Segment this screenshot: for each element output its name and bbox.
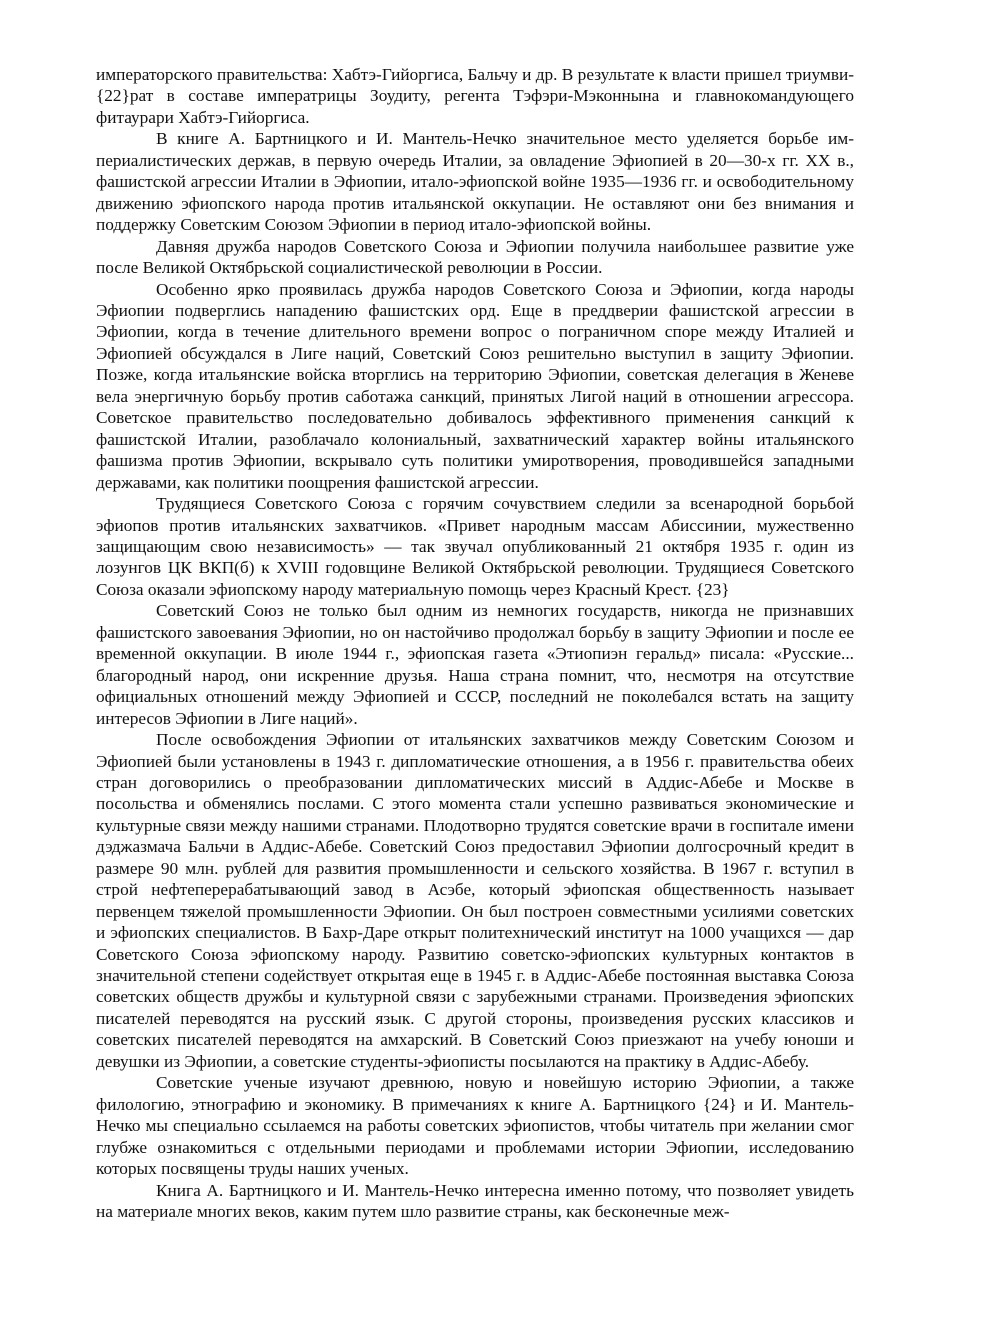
paragraph-9: Книга А. Бартницкого и И. Мантель-Нечко интересна именно потому, что позволяет увидеть на материале многих веков, каким путем шло развитие страны, как бесконечные меж- (96, 1180, 854, 1222)
paragraph-7: После освобождения Эфиопии от итальянских захватчиков между Советским Союзом и Эфиопией были установлены в 1943 г. дипломатические отношения, а в 1956 г. правительства обеих стран договорились о преобразовании дипломатических миссий в Аддис-Абебе и Москве в посольства и обменялись послами. С этого момента стали успешно развиваться экономические и культурные связи между нашими странами. Плодотворно трудятся советские врачи в госпитале имени дэджазмача Бальчи в Аддис-Абебе. Советский Союз предоставил Эфиопии долгосрочный кредит в размере 90 млн. рублей для развития промышленности и сельского хозяйства. В 1967 г. вступил в строй нефтеперерабатывающий завод в Асэбе, который эфиопская общественность называет первенцем тяжелой промышленности Эфиопии. Он был построен совместными усилиями советских и эфиопских специалистов. В Бахр-Даре открыт политехнический институт на 1000 учащихся — дар Советского Союза эфиопскому народу. Развитию советско-эфиопских культурных контактов в значительной степени содействует открытая еще в 1945 г. в Аддис-Абебе постоянная выставка Союза советских обществ дружбы и культурной связи с зарубежными странами. Произведения эфиопских писателей переводятся на русский язык. С другой стороны, произведения русских классиков и советских писателей переводятся на амхарский. В Советский Союз приезжают на учебу юноши и девушки из Эфиопии, а советские студенты-эфиописты посылаются на практику в Аддис-Абебу. (96, 730, 854, 1071)
paragraph-4: Особенно ярко проявилась дружба народов Советского Союза и Эфиопии, когда народы Эфиопии подверглись нападению фашистских орд. Еще в преддверии фашистской агрессии в Эфиопии, когда в течение длительного времени вопрос о пограничном споре между Италией и Эфиопией обсуждался в Лиге наций, Советский Союз решительно выступил в защиту Эфиопии. Позже, когда итальянские войска вторглись на территорию Эфиопии, советская делегация в Женеве вела энергичную борьбу против саботажа санкций, принятых Лигой наций в отношении агрессора. Советское правительство последовательно добивалось эффективного применения санкций к фашистской Италии, разоблачало колониальный, захватнический характер войны итальянского фашизма против Эфиопии, вскрывало суть политики умиротворения, проводившейся западными державами, как политики поощрения фашистской агрессии. (96, 279, 854, 492)
paragraph-5: Трудящиеся Советского Союза с горячим сочувствием следили за всенародной борьбой эфиопов против итальянских захватчиков. «Привет народным массам Абиссинии, мужественно защищающим свою независимость» — так звучал опубликованный 21 октября 1935 г. один из лозунгов ЦК ВКП(б) к XVIII годовщине Великой Октябрьской революции. Трудящиеся Советского Союза оказали эфиопскому народу материальную помощь через Красный Крест. {23} (96, 494, 854, 599)
paragraph-3: Давняя дружба народов Советского Союза и Эфиопии получила наибольшее развитие уже после Великой Октябрьской социалистической революции в России. (96, 236, 854, 278)
paragraph-6: Советский Союз не только был одним из немногих государств, никогда не признавших фашистского завоевания Эфиопии, но он настойчиво продолжал борьбу в защиту Эфиопии и после ее временной оккупации. В июле 1944 г., эфиопская газета «Этиопиэн геральд» писала: «Русские... благородный народ, они искренние друзья. Наша страна помнит, что, несмотря на отсутствие официальных отношений между Эфиопией и СССР, последний не поколебался встать на защиту интересов Эфиопии в Лиге наций». (96, 601, 854, 728)
document-page (96, 64, 854, 1222)
paragraph-2: В книге А. Бартницкого и И. Мантель-Нечко значительное место уделяется борьбе империалистических держав, в первую очередь Италии, за овладение Эфиопией в 20—30-х гг. XX в., фашистской агрессии Италии в Эфиопии, итало-эфиопской войне 1935—1936 гг. и освободительному движению эфиопского народа против итальянской оккупации. Не оставляют они без внимания и поддержку Советским Союзом Эфиопии в период итало-эфиопской войны. (96, 129, 854, 235)
paragraph-1: императорского правительства: Хабтэ-Гийоргиса, Бальчу и др. В результате к власти пришел триумви-{22}рат в составе императрицы Зоудиту, регента Тэфэри-Мэконнына и главнокомандующего фитаурари Хабтэ-Гийоргиса. (96, 65, 854, 127)
paragraph-8: Советские ученые изучают древнюю, новую и новейшую историю Эфиопии, а также филологию, этнографию и экономику. В примечаниях к книге А. Бартницкого {24} и И. Мантель-Нечко мы специально ссылаемся на работы советских эфиопистов, чтобы читатель при желании смог глубже ознакомиться с отдельными периодами и проблемами истории Эфиопии, исследованию которых посвящены труды наших ученых. (96, 1073, 854, 1179)
